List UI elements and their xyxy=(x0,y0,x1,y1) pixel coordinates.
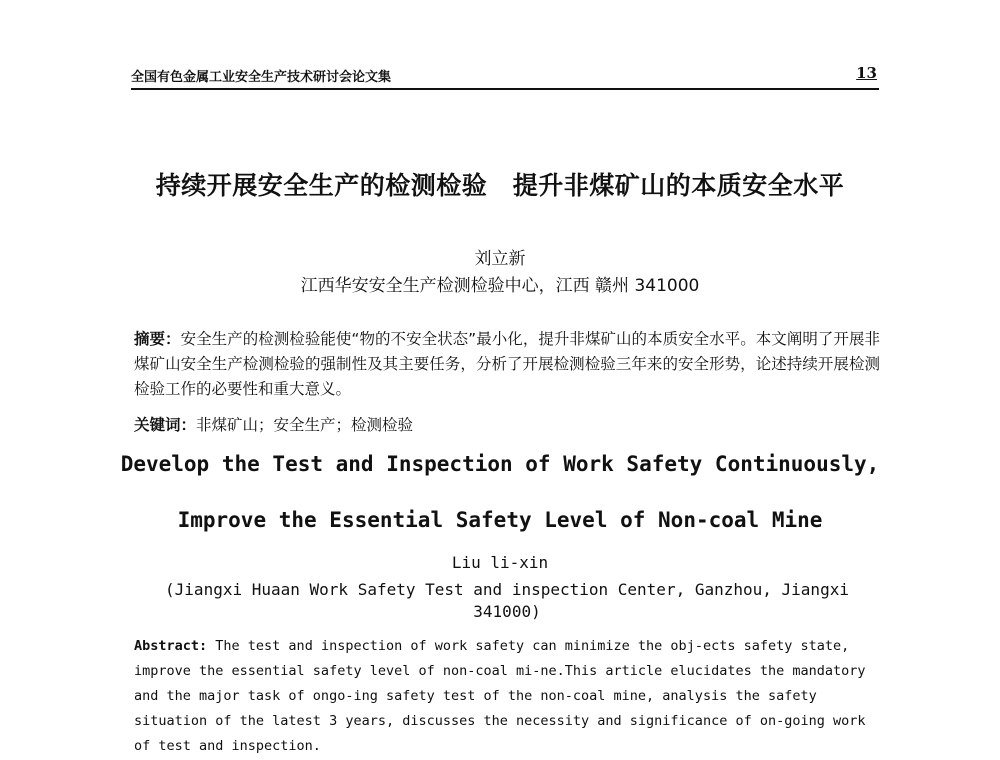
chinese-keywords-text: 非煤矿山；安全生产；检测检验 xyxy=(196,416,414,434)
english-affiliation: (Jiangxi Huaan Work Safety Test and inspection Center, Ganzhou, Jiangxi 341000) xyxy=(165,580,849,621)
english-author: Liu li-xin xyxy=(451,553,549,572)
chinese-author: 刘立新 xyxy=(474,249,526,269)
chinese-keywords xyxy=(134,413,880,435)
running-header xyxy=(131,64,879,90)
journal-title: 全国有色金属工业安全生产技术研讨会论文集 xyxy=(131,70,392,85)
chinese-abstract-text: 安全生产的检测检验能使“物的不安全状态”最小化，提升非煤矿山的本质安全水平。本文阐明了开展非煤矿山安全生产检测检验的强制性及其主要任务，分析了开展检测检验三年来的安全形势，论述持续开展检测检验工作的必要性和重大意义。 xyxy=(134,330,880,398)
english-abstract-text: The test and inspection of work safety can minimize the obj-ects safety state, improve the essential safety level of non-coal mi-ne.This article elucidates the mandatory and the major task of ongo-ing safety test of the non-coal mine, analysis the safety situation of the latest 3 years, discusses the necessity and significance of on-going work of test and inspection. xyxy=(134,638,866,754)
english-abstract xyxy=(134,634,876,759)
english-abstract-label: Abstract: xyxy=(134,638,208,654)
chinese-title: 持续开展安全生产的检测检验 提升非煤矿山的本质安全水平 xyxy=(155,171,845,200)
page-number: 13 xyxy=(856,64,877,82)
chinese-abstract-label: 摘要： xyxy=(134,330,181,348)
english-title-line2: Improve the Essential Safety Level of Non-coal Mine xyxy=(177,508,823,532)
chinese-abstract xyxy=(134,327,880,402)
chinese-keywords-label: 关键词： xyxy=(134,416,197,434)
chinese-affiliation: 江西华安安全生产检测检验中心，江西 赣州 341000 xyxy=(300,276,700,296)
english-title-line1: Develop the Test and Inspection of Work Safety Continuously, xyxy=(120,452,880,476)
